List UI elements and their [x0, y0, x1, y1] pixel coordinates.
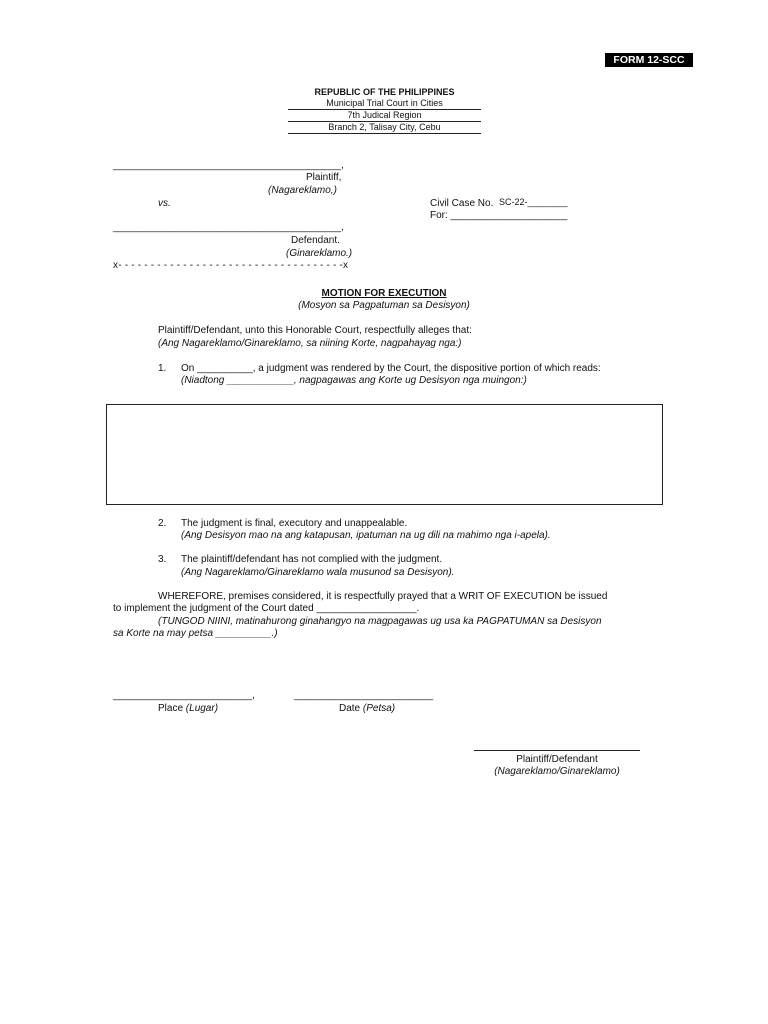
- plaintiff-name-blank: _________________________________________,: [113, 160, 344, 171]
- date-label-text: Date: [339, 703, 361, 714]
- item-1-local: (Niadtong ____________, nagpagawas ang Korte ug Desisyon nga muingon:): [181, 375, 527, 386]
- item-1-text: On __________, a judgment was rendered by the Court, the dispositive portion of which reads:: [181, 363, 601, 374]
- item-2-local: (Ang Desisyon mao na ang katapusan, ipatuman na ug dili na mahimo nga i-apela).: [181, 530, 551, 541]
- signature-label: Plaintiff/Defendant: [516, 754, 598, 765]
- form-number-badge: FORM 12-SCC: [605, 53, 693, 67]
- wherefore-local-line-1: (TUNGOD NIINI, matinahurong ginahangyo na magpagawas ug usa ka PAGPATUMAN sa Desisyon: [158, 616, 602, 627]
- defendant-label: Defendant.: [291, 235, 340, 246]
- place-label-local: (Lugar): [185, 703, 219, 714]
- item-3-text: The plaintiff/defendant has not complied with the judgment.: [181, 554, 443, 565]
- civil-case-number: SC-22-________: [499, 197, 568, 207]
- signature-label-local: (Nagareklamo/Ginareklamo): [494, 766, 620, 777]
- for-line: For: _____________________: [430, 210, 568, 221]
- plaintiff-local-label: (Nagareklamo,): [268, 185, 337, 196]
- court-branch: Branch 2, Talisay City, Cebu: [288, 122, 481, 134]
- defendant-name-blank: _________________________________________,: [113, 222, 344, 233]
- intro-text-local: (Ang Nagareklamo/Ginareklamo, sa niining Korte, nagpahayag nga:): [158, 338, 462, 349]
- item-3-number: 3.: [158, 554, 167, 565]
- date-label-local: (Petsa): [362, 703, 396, 714]
- republic-heading: REPUBLIC OF THE PHILIPPINES: [314, 87, 455, 97]
- dispositive-portion-box[interactable]: [106, 404, 663, 505]
- motion-title: MOTION FOR EXECUTION: [321, 288, 447, 299]
- place-label: [158, 703, 218, 715]
- wherefore-local-line-2: sa Korte na may petsa __________.): [113, 628, 278, 639]
- item-2-text: The judgment is final, executory and unappealable.: [181, 518, 408, 529]
- intro-text: Plaintiff/Defendant, unto this Honorable Court, respectfully alleges that:: [158, 325, 472, 336]
- signature-line: [474, 750, 640, 751]
- versus-label: vs.: [158, 198, 171, 209]
- item-1-number: 1.: [158, 363, 167, 374]
- wherefore-line-2: to implement the judgment of the Court dated __________________.: [113, 603, 420, 614]
- date-label: [339, 703, 395, 715]
- defendant-local-label: (Ginareklamo.): [286, 248, 353, 259]
- caption-separator: x- - - - - - - - - - - - - - - - - - - - - - - - - - - - - - - - - - -x: [113, 260, 349, 271]
- judicial-region: 7th Judical Region: [288, 110, 481, 122]
- place-blank: _________________________,: [113, 690, 255, 701]
- court-name: Municipal Trial Court in Cities: [288, 98, 481, 110]
- date-blank: _________________________: [294, 690, 434, 701]
- motion-title-local: (Mosyon sa Pagpatuman sa Desisyon): [298, 300, 470, 311]
- civil-case-label: Civil Case No.: [430, 198, 494, 209]
- wherefore-line-1: WHEREFORE, premises considered, it is respectfully prayed that a WRIT OF EXECUTION be issued: [158, 591, 608, 602]
- item-3-local: (Ang Nagareklamo/Ginareklamo wala musunod sa Desisyon).: [181, 567, 455, 578]
- place-label-text: Place: [158, 703, 184, 714]
- item-2-number: 2.: [158, 518, 167, 529]
- plaintiff-label: Plaintiff,: [306, 172, 342, 183]
